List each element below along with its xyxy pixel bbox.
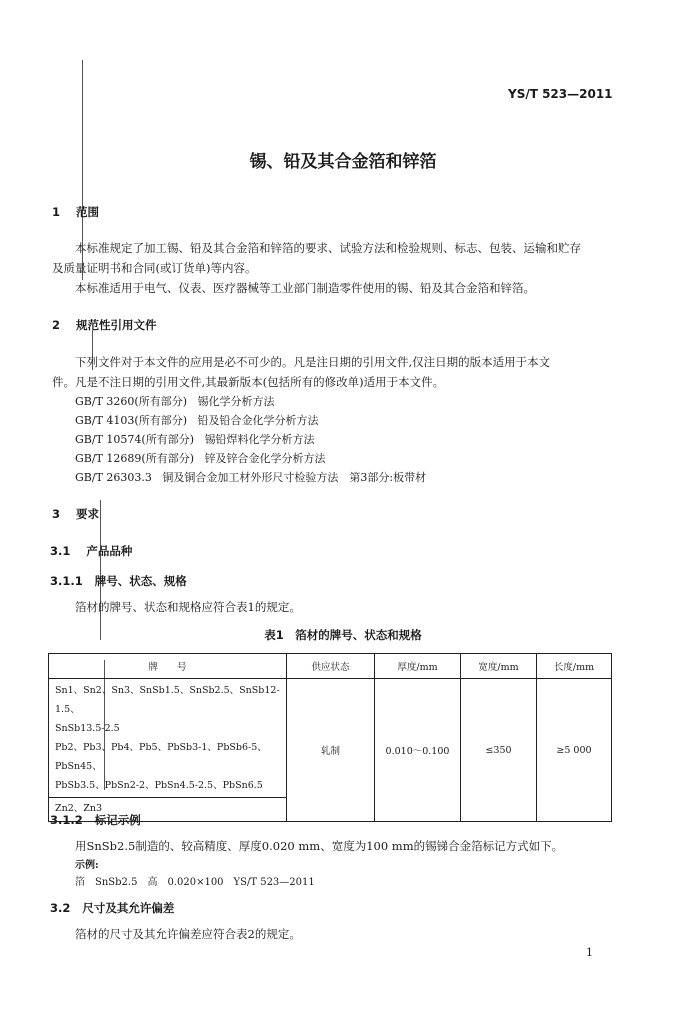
section-title: 要求 — [76, 507, 100, 521]
section-number: 3.1.1 — [50, 574, 83, 588]
section-title: 范围 — [76, 205, 100, 219]
grade-line: Sn1、Sn2、Sn3、SnSb1.5、SnSb2.5、SnSb12-1.5、 — [55, 685, 280, 715]
table-header: 厚度/mm — [375, 654, 461, 679]
grade-line: Pb2、Pb3、Pb4、Pb5、PbSb3-1、PbSb6-5、PbSn45、 — [55, 742, 267, 772]
spec-table — [48, 653, 612, 822]
table-cell-grades: Zn2、Zn3 — [49, 798, 287, 822]
reference-item: GB/T 10574(所有部分) 锡铅焊料化学分析方法 — [75, 433, 315, 446]
table-caption: 表1 箔材的牌号、状态和规格 — [264, 628, 422, 642]
section-2-heading — [52, 317, 157, 333]
section-3-1-2-heading — [50, 812, 141, 828]
table-cell-state: 轧制 — [287, 679, 375, 822]
document-title: 锡、铅及其合金箔和锌箔 — [249, 152, 437, 172]
section-number: 2 — [52, 318, 61, 332]
reference-item: GB/T 12689(所有部分) 锌及锌合金化学分析方法 — [75, 452, 326, 465]
section-number: 1 — [52, 205, 61, 219]
reference-item: GB/T 26303.3 铜及铜合金加工材外形尺寸检验方法 第3部分:板带材 — [75, 471, 427, 484]
paragraph: 用SnSb2.5制造的、较高精度、厚度0.020 mm、宽度为100 mm的锡锑合金箔标记方式如下。 — [75, 839, 564, 853]
grade-line: PbSb3.5、PbSn2-2、PbSn4.5-2.5、PbSn6.5 — [55, 780, 263, 791]
table-cell-thickness: 0.010～0.100 — [375, 679, 461, 822]
standard-code: YS/T 523—2011 — [508, 87, 613, 101]
table-cell-width: ≤350 — [461, 679, 537, 822]
table-header-row — [49, 654, 612, 679]
grade-line: SnSb13.5-2.5 — [55, 723, 120, 734]
section-title: 产品品种 — [86, 544, 133, 558]
section-1-heading — [52, 204, 99, 220]
reference-item: GB/T 3260(所有部分) 锡化学分析方法 — [75, 395, 275, 408]
section-3-heading — [52, 506, 99, 522]
section-title: 标记示例 — [94, 813, 141, 827]
page-number: 1 — [586, 946, 593, 959]
table-row — [49, 679, 612, 798]
table-header: 牌 号 — [49, 654, 287, 679]
section-title: 规范性引用文件 — [76, 318, 157, 332]
table-cell-grades — [49, 679, 287, 798]
section-3-1-heading — [50, 543, 132, 559]
example-label: 示例: — [75, 860, 99, 871]
section-3-2-heading — [50, 900, 174, 916]
paragraph: 件。凡是不注日期的引用文件,其最新版本(包括所有的修改单)适用于本文件。 — [52, 375, 445, 389]
table-cell-length: ≥5 000 — [537, 679, 612, 822]
reference-item: GB/T 4103(所有部分) 铅及铅合金化学分析方法 — [75, 414, 319, 427]
example-text: 箔 SnSb2.5 高 0.020×100 YS/T 523—2011 — [75, 877, 315, 888]
section-number: 3.1 — [50, 544, 71, 558]
section-title: 牌号、状态、规格 — [94, 574, 187, 588]
paragraph: 下列文件对于本文件的应用是必不可少的。凡是注日期的引用文件,仅注日期的版本适用于本文 — [75, 355, 551, 369]
paragraph: 本标准适用于电气、仪表、医疗器械等工业部门制造零件使用的锡、铅及其合金箔和锌箔。 — [75, 281, 535, 295]
table-header: 供应状态 — [287, 654, 375, 679]
paragraph: 箔材的牌号、状态和规格应符合表1的规定。 — [75, 600, 301, 614]
paragraph: 箔材的尺寸及其允许偏差应符合表2的规定。 — [75, 927, 301, 941]
section-number: 3 — [52, 507, 61, 521]
paragraph: 及质量证明书和合同(或订货单)等内容。 — [52, 261, 257, 275]
table-header: 宽度/mm — [461, 654, 537, 679]
section-title: 尺寸及其允许偏差 — [82, 901, 175, 915]
section-number: 3.1.2 — [50, 813, 83, 827]
section-3-1-1-heading — [50, 573, 187, 589]
table-header: 长度/mm — [537, 654, 612, 679]
scan-artifact-line — [100, 500, 101, 640]
section-number: 3.2 — [50, 901, 71, 915]
paragraph: 本标准规定了加工锡、铅及其合金箔和锌箔的要求、试验方法和检验规则、标志、包装、运输和贮存 — [75, 241, 581, 255]
